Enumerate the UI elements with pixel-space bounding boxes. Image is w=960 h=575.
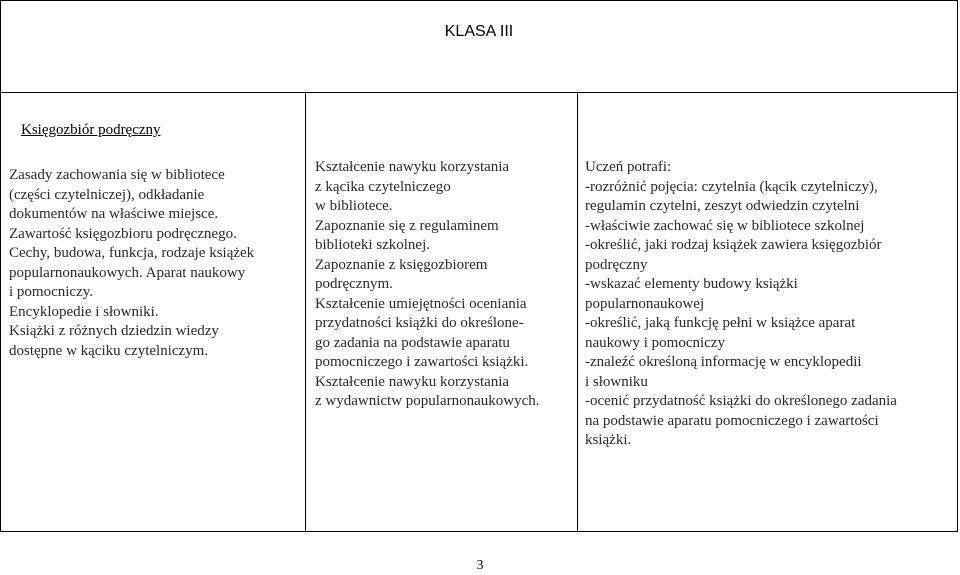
content-line: -określić, jaki rodzaj książek zawiera księgozbiór [585,237,882,253]
content-line: na podstawie aparatu pomocniczego i zawartości [585,412,879,429]
content-line: Książki z różnych dziedzin wiedzy [9,323,219,339]
content-line: Kształcenie umiejętności oceniania [315,295,527,312]
content-line: Zawartość księgozbioru podręcznego. [9,225,237,242]
outcomes-column [585,158,957,451]
content-line: -wskazać elementy budowy książki [585,276,798,292]
content-line: Zapoznanie się z regulaminem [315,217,499,234]
content-line: i pomocniczy. [9,284,94,300]
content-line: popularnonaukowej [585,295,705,312]
content-line: Encyklopedie i słowniki. [9,303,159,320]
content-line: z kącika czytelniczego [315,178,451,195]
content-line: Zasady zachowania się w bibliotece [9,167,225,183]
content-line: go zadania na podstawie aparatu [315,334,510,351]
content-line: biblioteki szkolnej. [315,237,430,253]
table-header-row [1,1,957,93]
content-line: Cechy, budowa, funkcja, rodzaje książek [9,245,255,261]
column-divider [305,93,306,531]
class-title: KLASA III [444,23,514,40]
content-line: książki. [585,432,632,448]
content-line: dokumentów na właściwe miejsce. [9,206,219,222]
content-line: pomocniczego i zawartości książki. [315,354,529,370]
skills-column [315,158,577,412]
content-column [9,166,305,361]
content-line: -znaleźć określoną informację w encyklopedii [585,354,862,370]
page-number: 3 [476,558,484,573]
content-line: w bibliotece. [315,198,393,214]
content-line: naukowy i pomocniczy [585,334,725,351]
content-line: z wydawnictw popularnonaukowych. [315,393,540,409]
content-line: dostępne w kąciku czytelniczym. [9,342,209,359]
content-line: podręcznym. [315,276,393,292]
section-heading: Księgozbiór podręczny [21,122,161,138]
content-line: regulamin czytelni, zeszyt odwiedzin czytelni [585,198,860,214]
content-line: przydatności książki do określone- [315,315,524,331]
content-line: i słowniku [585,373,648,390]
content-line: Zapoznanie z księgozbiorem [315,256,488,273]
content-line: Kształcenie nawyku korzystania [315,159,510,175]
content-line: -właściwie zachować się w bibliotece szkolnej [585,217,865,234]
content-line: popularnonaukowych. Aparat naukowy [9,264,246,281]
content-line: -ocenić przydatność książki do określonego zadania [585,393,897,409]
content-line: Uczeń potrafi: [585,159,672,175]
column-divider [577,93,578,531]
content-line: (części czytelniczej), odkładanie [9,186,205,203]
content-line: -rozróżnić pojęcia: czytelnia (kącik czytelniczy), [585,178,878,195]
content-line: podręczny [585,256,648,273]
content-line: Kształcenie nawyku korzystania [315,373,510,390]
content-line: -określić, jaką funkcję pełni w książce aparat [585,315,856,331]
